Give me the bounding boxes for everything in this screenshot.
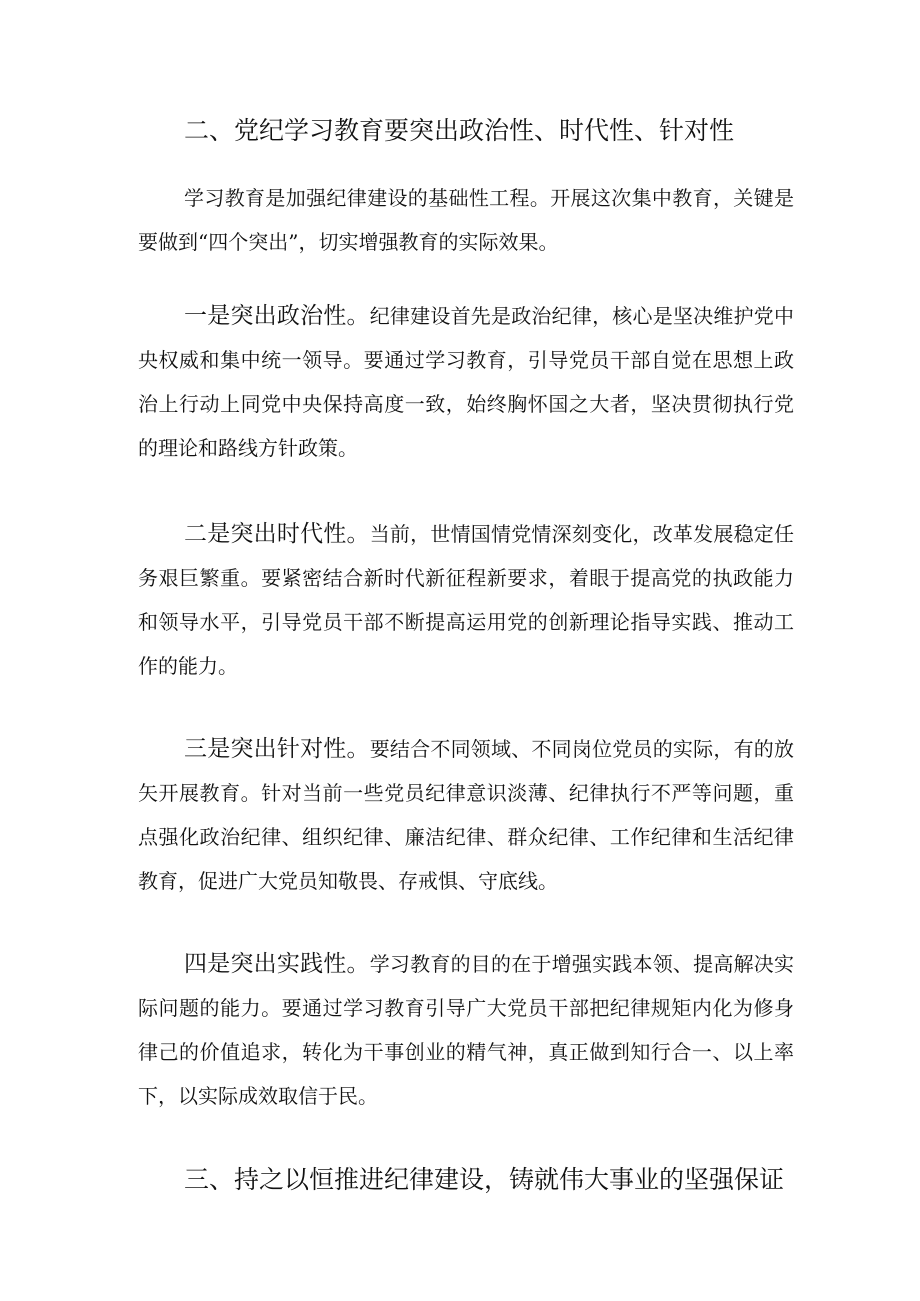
point-text-2: 当前，世情国情党情深刻变化，改革发展稳定任务艰巨繁重。要紧密结合新时代新征程新要求，着眼于提高党的执政能力和领导水平，引导党员干部不断提高运用党的创新理论指导实践、推动工作的能力。	[138, 522, 795, 678]
point-lead-2: 二是突出时代性。	[184, 521, 370, 547]
point-paragraph-3	[138, 727, 794, 903]
point-text-3: 要结合不同领域、不同岗位党员的实际，有的放矢开展教育。针对当前一些党员纪律意识淡薄、纪律执行不严等问题，重点强化政治纪律、组织纪律、廉洁纪律、群众纪律、工作纪律和生活纪律教育，促进广大党员知敬畏、存戒惧、守底线。	[138, 737, 795, 893]
point-paragraph-4	[138, 942, 794, 1118]
point-lead-3: 三是突出针对性。	[184, 736, 370, 762]
section-heading-3: 三、持之以恒推进纪律建设，铸就伟大事业的坚强保证	[184, 1165, 785, 1194]
point-paragraph-1	[138, 294, 794, 470]
point-text-4: 学习教育的目的在于增强实践本领、提高解决实际问题的能力。要通过学习教育引导广大党员干部把纪律规矩内化为修身律己的价值追求，转化为干事创业的精气神，真正做到知行合一、以上率下，以实际成效取信于民。	[138, 952, 795, 1108]
point-text-1: 纪律建设首先是政治纪律，核心是坚决维护党中央权威和集中统一领导。要通过学习教育，引导党员干部自觉在思想上政治上行动上同党中央保持高度一致，始终胸怀国之大者，坚决贯彻执行党的理论和路线方针政策。	[138, 304, 795, 460]
point-lead-1: 一是突出政治性。	[184, 303, 370, 329]
point-lead-4: 四是突出实践性。	[184, 951, 370, 977]
point-paragraph-2	[138, 512, 794, 688]
section-heading-2: 二、党纪学习教育要突出政治性、时代性、针对性	[184, 116, 735, 145]
section-intro-paragraph: 学习教育是加强纪律建设的基础性工程。开展这次集中教育，关键是要做到“四个突出”，切实增强教育的实际效果。	[138, 186, 794, 254]
